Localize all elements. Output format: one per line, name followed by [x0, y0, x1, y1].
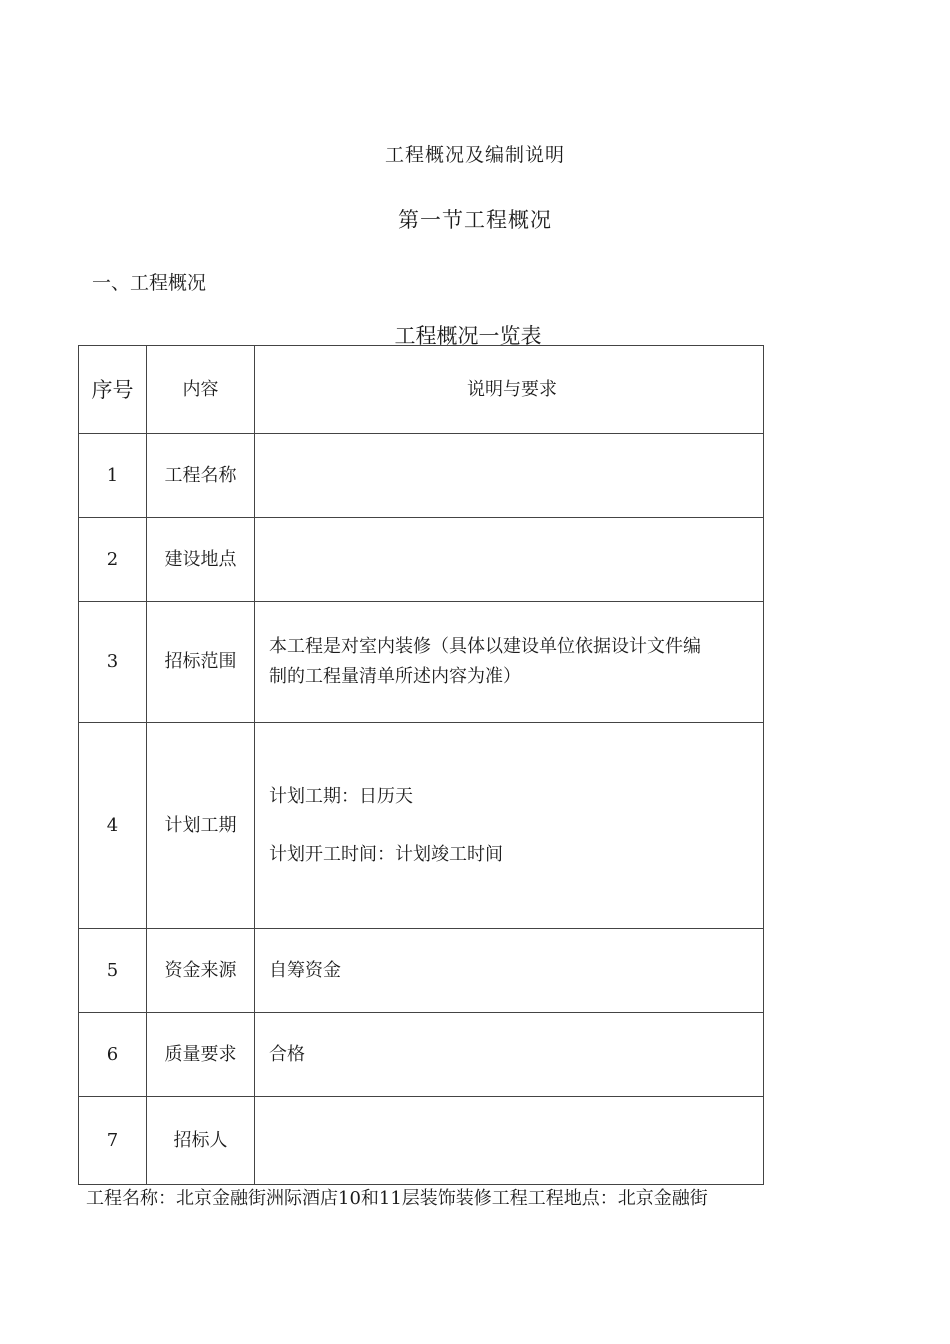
subsection-title: 一、工程概况: [92, 272, 207, 294]
row-description: [255, 1097, 764, 1185]
header-number: 序号: [79, 346, 147, 434]
row-number: 2: [79, 518, 147, 602]
table-caption: 工程概况一览表: [394, 324, 542, 348]
row-description: 自筹资金: [255, 929, 764, 1013]
project-overview-table: [78, 345, 764, 1185]
row-number: 3: [79, 602, 147, 723]
row-description: [255, 518, 764, 602]
row-number: 4: [79, 723, 147, 929]
description-line: 制的工程量清单所述内容为准）: [269, 666, 521, 687]
table-row: [79, 602, 764, 723]
row-item: 质量要求: [147, 1013, 255, 1097]
row-item: 招标人: [147, 1097, 255, 1185]
table-row: [79, 518, 764, 602]
row-number: 5: [79, 929, 147, 1013]
header-item: 内容: [147, 346, 255, 434]
row-description: 合格: [255, 1013, 764, 1097]
row-description: [255, 723, 764, 929]
row-item: 资金来源: [147, 929, 255, 1013]
document-title: 工程概况及编制说明: [384, 144, 565, 166]
row-item: 工程名称: [147, 434, 255, 518]
description-line: 本工程是对室内装修（具体以建设单位依据设计文件编: [269, 636, 701, 657]
description-line: 计划开工时间：计划竣工时间: [269, 843, 503, 865]
table-row: [79, 723, 764, 929]
row-item: 招标范围: [147, 602, 255, 723]
row-item: 计划工期: [147, 723, 255, 929]
row-number: 6: [79, 1013, 147, 1097]
table-row: [79, 1013, 764, 1097]
row-number: 7: [79, 1097, 147, 1185]
header-description: 说明与要求: [255, 346, 764, 434]
row-number: 1: [79, 434, 147, 518]
table-row: [79, 434, 764, 518]
table-row: [79, 1097, 764, 1185]
row-description: [255, 602, 764, 723]
row-item: 建设地点: [147, 518, 255, 602]
table-header-row: [79, 346, 764, 434]
row-description: [255, 434, 764, 518]
description-line: 计划工期：日历天: [269, 785, 413, 807]
section-title: 第一节工程概况: [398, 208, 552, 232]
table-row: [79, 929, 764, 1013]
project-info-line: 工程名称：北京金融街洲际酒店10和11层装饰装修工程工程地点：北京金融街: [86, 1188, 708, 1209]
